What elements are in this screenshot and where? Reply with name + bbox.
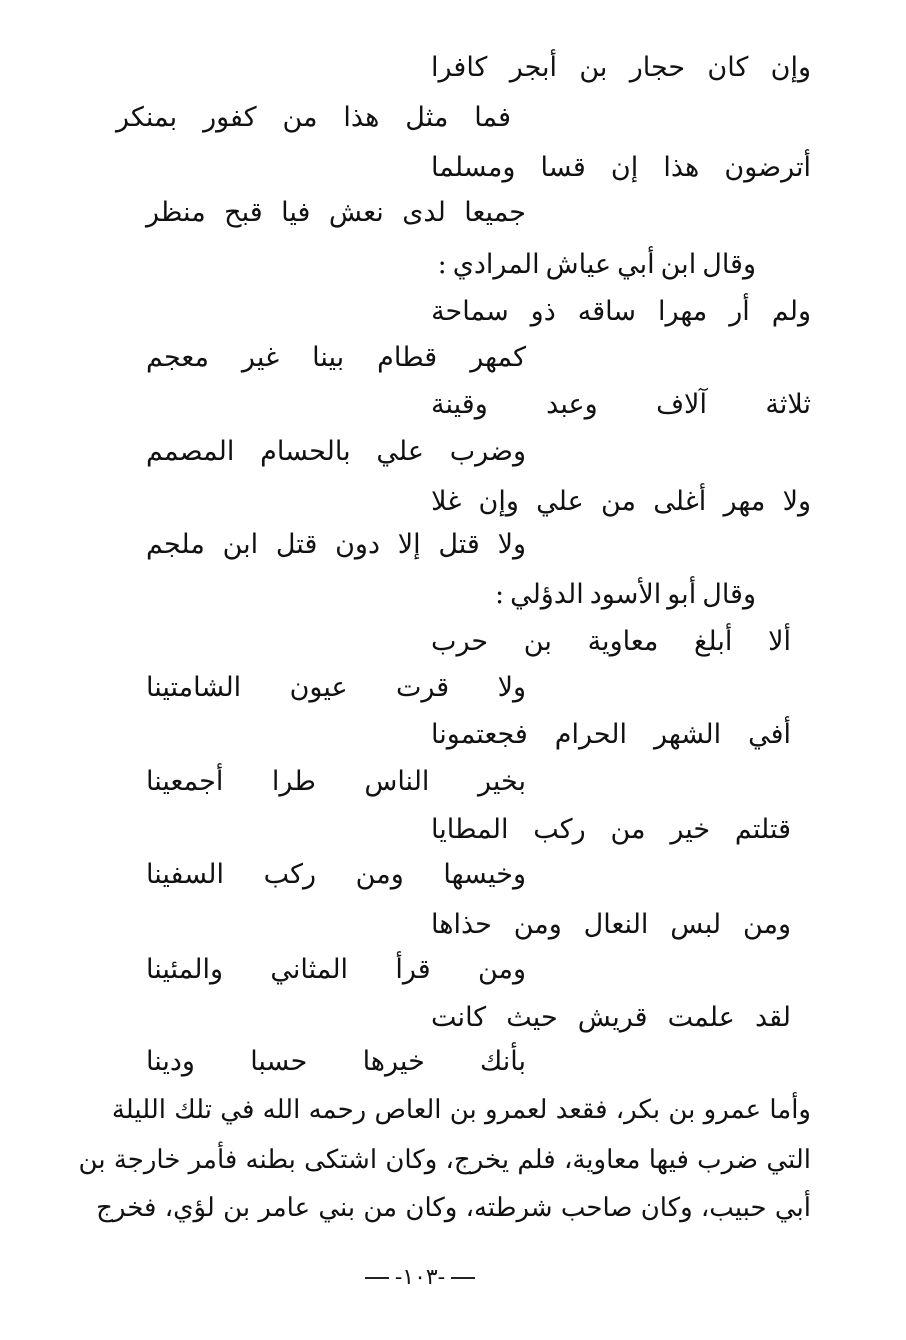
verse-word: قرت	[395, 672, 450, 703]
verse-line	[431, 715, 791, 755]
verse-word: لقد	[754, 1002, 791, 1033]
verse-word: الناس	[364, 766, 430, 797]
verse-word: ودينا	[146, 1046, 195, 1077]
verse-word: السفينا	[146, 859, 225, 890]
verse-word: قطام	[377, 342, 438, 373]
verse-word: أجمعينا	[146, 766, 224, 797]
verse-word: ثلاثة	[765, 389, 811, 420]
verse-word: طرا	[271, 766, 316, 797]
verse-word: وإن	[478, 486, 519, 517]
verse-word: وعبد	[546, 389, 598, 420]
verse-word: فيا	[281, 197, 311, 228]
verse-word: والمئينا	[146, 954, 224, 985]
verse-word: ولم	[771, 296, 811, 327]
verse-word: أبو	[667, 579, 697, 610]
verse-line	[431, 48, 811, 88]
verse-line	[431, 998, 791, 1038]
verse-word: وإن	[770, 52, 811, 83]
verse-word: علمت	[667, 1002, 735, 1033]
verse-word: المطايا	[431, 814, 509, 845]
verse-word: غلا	[431, 486, 462, 517]
verse-word: ومن	[477, 954, 526, 985]
verse-word: قتل	[275, 529, 318, 560]
verse-line	[431, 148, 811, 188]
verse-word: معاوية	[587, 626, 659, 657]
verse-word: بخير	[478, 766, 526, 797]
verse-line	[116, 98, 511, 138]
verse-word: قرأ	[395, 954, 431, 985]
verse-line	[431, 622, 791, 662]
verse-word: ألا	[768, 626, 791, 657]
verse-word: وقينة	[431, 389, 488, 420]
verse-word: بأنك	[479, 1046, 526, 1077]
page-number	[365, 1262, 475, 1292]
verse-word: الشهر	[653, 719, 722, 750]
verse-word: قتلتم	[734, 814, 791, 845]
verse-word: أفي	[748, 719, 791, 750]
verse-line	[146, 762, 526, 802]
verse-word: :	[437, 249, 447, 280]
verse-word: من	[610, 814, 646, 845]
verse-word: مثل	[405, 102, 449, 133]
section-heading	[494, 575, 756, 615]
verse-word: كان	[707, 52, 749, 83]
verse-word: ومن	[742, 909, 791, 940]
verse-line	[431, 905, 791, 945]
verse-line	[146, 193, 526, 233]
verse-word: الدؤلي	[510, 579, 584, 610]
verse-word: ولا	[497, 529, 526, 560]
verse-word: بمنكر	[116, 102, 178, 133]
verse-word: ركب	[533, 814, 586, 845]
verse-word: بالحسام	[260, 436, 351, 467]
verse-word: وقال	[702, 579, 756, 610]
verse-word: نعش	[328, 197, 384, 228]
verse-line	[431, 385, 811, 425]
verse-word: المرادي	[452, 249, 540, 280]
verse-word: مهرا	[657, 296, 708, 327]
verse-word: خيرها	[362, 1046, 425, 1077]
verse-word: معجم	[146, 342, 209, 373]
verse-word: بن	[579, 52, 608, 83]
verse-line	[146, 950, 526, 990]
verse-word: لبس	[670, 909, 722, 940]
verse-word: المصمم	[146, 436, 235, 467]
verse-line	[146, 855, 526, 895]
verse-word: ملجم	[146, 529, 205, 560]
verse-word: ومسلما	[431, 152, 516, 183]
prose-line: التي ضرب فيها معاوية، فلم يخرج، وكان اشتكى بطنه فأمر خارجة بن	[78, 1145, 811, 1175]
verse-word: كفور	[203, 102, 257, 133]
page-number-text: -١٠٣-	[389, 1265, 451, 1290]
verse-line	[431, 292, 811, 332]
verse-word: حرب	[431, 626, 489, 657]
verse-word: النعال	[583, 909, 649, 940]
verse-word: :	[494, 579, 505, 610]
verse-word: ساقه	[577, 296, 636, 327]
verse-word: ابن	[222, 529, 259, 560]
verse-line	[146, 525, 526, 565]
verse-word: مهر	[723, 486, 766, 517]
verse-word: كمهر	[470, 342, 526, 373]
verse-word: حجار	[629, 52, 686, 83]
verse-word: ابن	[660, 249, 697, 280]
verse-word: وضرب	[449, 436, 526, 467]
section-heading	[437, 245, 756, 285]
verse-word: حيث	[506, 1002, 558, 1033]
verse-line	[146, 668, 526, 708]
verse-word: المثاني	[270, 954, 349, 985]
verse-word: كانت	[431, 1002, 487, 1033]
verse-word: هذا	[663, 152, 700, 183]
verse-word: بن	[523, 626, 552, 657]
verse-word: آلاف	[656, 389, 707, 420]
verse-word: عيون	[289, 672, 348, 703]
verse-word: عياش	[545, 249, 612, 280]
verse-word: أبي	[617, 249, 655, 280]
verse-word: سماحة	[431, 296, 509, 327]
verse-word: قتل	[438, 529, 480, 560]
verse-word: ومن	[355, 859, 404, 890]
verse-word: جميعا	[464, 197, 526, 228]
verse-word: الأسود	[589, 579, 662, 610]
verse-word: هذا	[343, 102, 380, 133]
prose-line: وأما عمرو بن بكر، فقعد لعمرو بن العاص رحمه الله في تلك الليلة	[111, 1095, 811, 1125]
verse-word: فجعتمونا	[431, 719, 528, 750]
verse-word: حسبا	[250, 1046, 308, 1077]
verse-word: ولا	[782, 486, 811, 517]
verse-word: فما	[474, 102, 511, 133]
verse-word: وخيسها	[443, 859, 526, 890]
verse-word: أر	[729, 296, 750, 327]
verse-line	[146, 338, 526, 378]
verse-line	[146, 432, 526, 472]
verse-word: أبجر	[509, 52, 558, 83]
verse-word: بينا	[312, 342, 345, 373]
verse-word: أترضون	[724, 152, 811, 183]
verse-line	[431, 482, 811, 522]
verse-word: علي	[536, 486, 584, 517]
verse-line	[431, 810, 791, 850]
verse-word: إن	[610, 152, 639, 183]
verse-word: أبلغ	[694, 626, 733, 657]
verse-word: من	[282, 102, 318, 133]
verse-word: ذو	[530, 296, 556, 327]
verse-word: منظر	[146, 197, 206, 228]
verse-word: لدى	[402, 197, 446, 228]
verse-word: من	[600, 486, 636, 517]
verse-word: كافرا	[431, 52, 488, 83]
verse-word: أغلى	[653, 486, 707, 517]
verse-word: علي	[376, 436, 424, 467]
verse-word: خير	[670, 814, 711, 845]
verse-word: قريش	[577, 1002, 648, 1033]
verse-word: حذاها	[431, 909, 492, 940]
verse-word: إلا	[397, 529, 421, 560]
verse-word: الشامتينا	[146, 672, 242, 703]
verse-word: ومن	[513, 909, 562, 940]
verse-word: قسا	[540, 152, 586, 183]
verse-word: غير	[241, 342, 280, 373]
verse-word: قبح	[224, 197, 263, 228]
verse-line	[146, 1042, 526, 1082]
verse-word: دون	[335, 529, 380, 560]
verse-word: ولا	[497, 672, 526, 703]
verse-word: وقال	[702, 249, 756, 280]
verse-word: ركب	[263, 859, 317, 890]
verse-word: الحرام	[554, 719, 628, 750]
prose-line: أبي حبيب، وكان صاحب شرطته، وكان من بني عامر بن لؤي، فخرج	[96, 1193, 811, 1223]
